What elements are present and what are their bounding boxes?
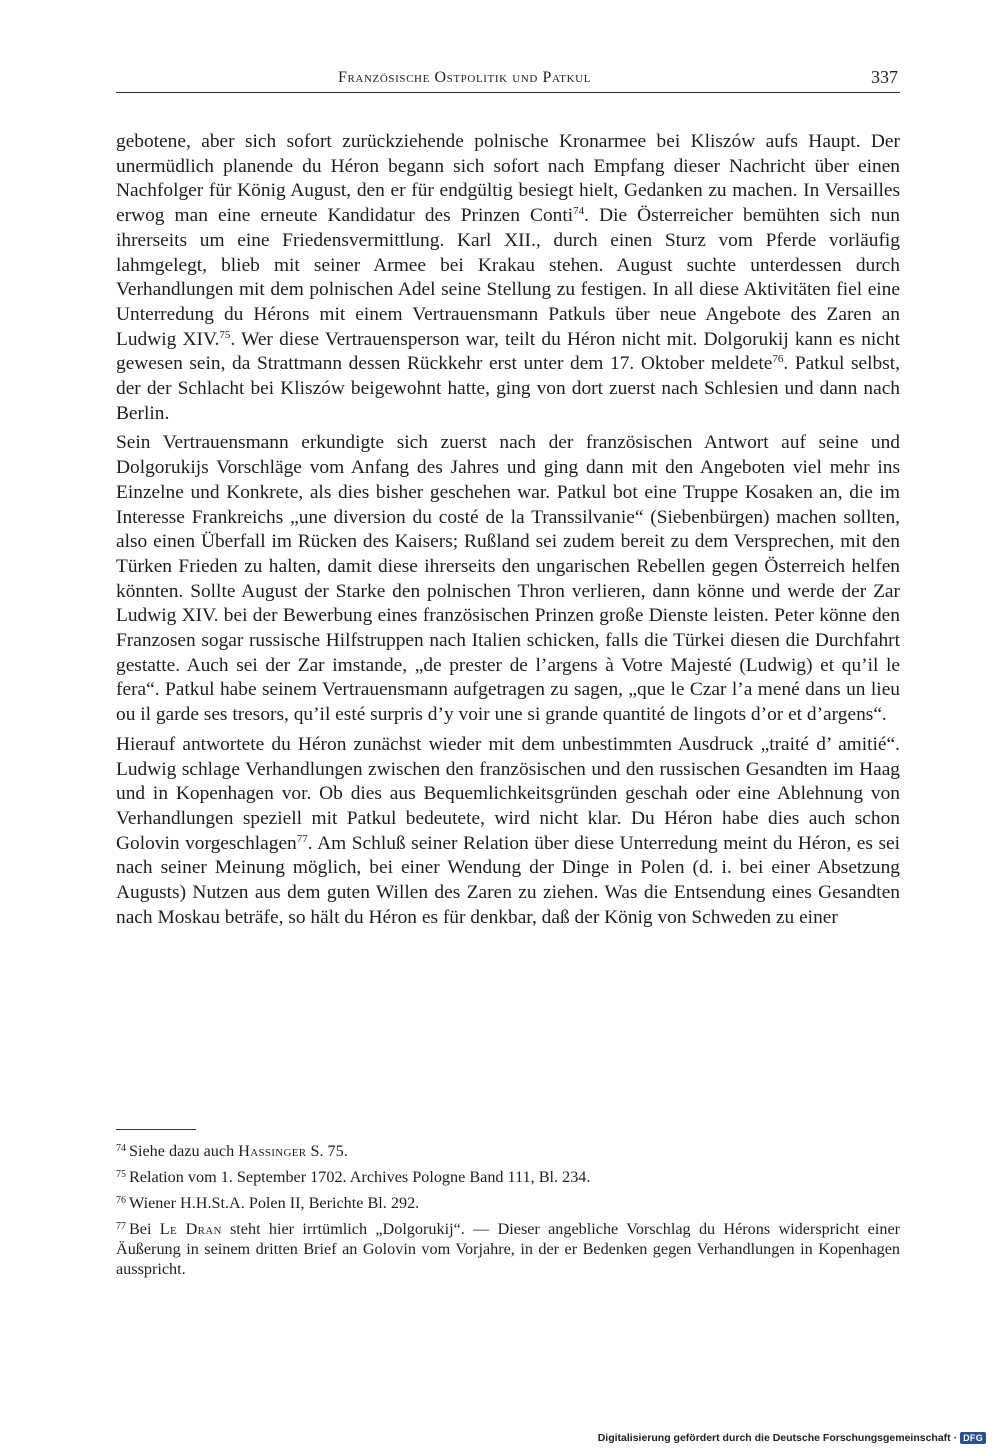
footnote-76 (116, 1191, 900, 1213)
paragraph-1 (116, 130, 900, 426)
footnote-divider (116, 1129, 196, 1130)
footnote-text: Siehe dazu auch (129, 1142, 235, 1160)
paragraph-3 (116, 733, 900, 931)
paragraph-1-part-4: . Patkul selbst, der der Schlacht bei Kliszów beigewohnt hatte, ging von dort zuerst nach Schlesien und dann nach Berlin. (116, 353, 900, 424)
footnote-number: 76 (116, 1195, 126, 1206)
footnote-number: 74 (116, 1143, 126, 1154)
paragraph-3-part-2: . Am Schluß seiner Relation über diese Unterredung meint du Héron, es sei nach seiner Meinung möglich, bei einer Wendung der Dinge in Polen (d. i. bei einer Absetzung Augusts) Nutzen aus dem guten Willen des Zaren zu ziehen. Was die Entsendung eines Gesandten nach Moskau beträfe, so hält du Héron es für denkbar, daß der König von Schweden zu einer (116, 832, 900, 928)
footnote-text: S. 75. (310, 1142, 348, 1160)
footnote-number: 77 (116, 1221, 126, 1232)
main-text (116, 130, 900, 931)
footnote-author: Hassinger (238, 1142, 307, 1160)
paragraph-2: Sein Vertrauensmann erkundigte sich zuerst nach der französischen Antwort auf seine und Dolgorukijs Vorschläge vom Anfang des Jahres und ging dann mit den Angeboten viel mehr ins Einzelne und Konkrete, als dies bisher geschehen war. Patkul bot eine Truppe Kosaken an, die im Interesse Frankreichs „une diversion du costé de la Transsilvanie“ (Siebenbürgen) machen sollten, also einen Überfall im Rücken des Kaisers; Rußland sei zudem bereit zu dem Versprechen, mit den Türken Frieden zu halten, damit diese ihrerseits den ungarischen Rebellen gegen Österreich helfen könnten. Sollte August der Starke den polnischen Thron verlieren, dann könne und werde der Zar Ludwig XIV. bei der Bewerbung eines französischen Prinzen große Dienste leisten. Peter könne den Franzosen sogar russische Hilfstruppen nach Italien schicken, falls die Türkei diesen die Durchfahrt gestatte. Auch sei der Zar imstande, „de prester de l’argens à Votre Majesté (Ludwig) et qu’il le fera“. Patkul habe seinem Vertrauensmann aufgetragen zu sagen, „que le Czar l’a mené dans un lieu ou il garde ses tresors, qu’il esté surpris d’y voir une si grande quantité de lingots d’or et d’argens“. (116, 432, 900, 726)
footnote-ref-74: 74 (573, 205, 585, 218)
footnote-number: 75 (116, 1169, 126, 1180)
footnote-75 (116, 1165, 900, 1187)
digitization-credit (598, 1432, 986, 1444)
paragraph-1-part-1: gebotene, aber sich sofort zurückziehende polnische Kronarmee bei Kliszów aufs Haupt. Der unermüdlich planende du Héron begann sich sofort nach Empfang dieser Nachricht über einen Nachfolger für König August, den er für endgültig besiegt hielt, Gedanken zu machen. In Versailles erwog man eine erneute Kandidatur des Prinzen Conti (116, 131, 900, 227)
paragraph-1-part-3: . Wer diese Vertrauensperson war, teilt du Héron nicht mit. Dolgorukij kann es nicht gewesen sein, da Strattmann dessen Rückkehr erst unter dem 17. Oktober meldete (116, 328, 900, 375)
footnote-text: Wiener H.H.St.A. Polen II, Berichte Bl. 292. (129, 1194, 420, 1212)
footnote-text: Relation vom 1. September 1702. Archives Pologne Band 111, Bl. 234. (129, 1168, 591, 1186)
paragraph-1-part-2: . Die Österreicher bemühten sich nun ihrerseits um eine Friedensvermittlung. Karl XII., durch einen Sturz vom Pferde vorläufig lahmgelegt, blieb mit seiner Armee bei Krakau stehen. August suchte unterdessen durch Verhandlungen mit dem polnischen Adel seine Stellung zu festigen. In all diese Aktivitäten fiel eine Unterredung du Hérons mit einem Vertrauensmann Patkuls über neue Angebote des Zaren an Ludwig XIV. (116, 205, 900, 350)
running-head (116, 66, 900, 93)
footnote-74 (116, 1139, 900, 1161)
footnote-text: Bei (129, 1220, 152, 1238)
footnotes (116, 1139, 900, 1283)
footnote-ref-77: 77 (296, 832, 308, 845)
footnote-ref-75: 75 (219, 328, 231, 341)
footnote-ref-76: 76 (772, 353, 784, 366)
footnote-author: Le Dran (159, 1220, 222, 1238)
running-title: Französische Ostpolitik und Patkul (338, 69, 592, 86)
footnote-text: steht hier irrtümlich „Dolgorukij“. — Dieser angebliche Vorschlag du Hérons widerspricht einer Äußerung in seinem dritten Brief an Golovin vom Vorjahre, in der er Bedenken gegen Verhandlungen in Kopenhagen ausspricht. (116, 1220, 901, 1278)
dfg-logo-icon: DFG (960, 1432, 986, 1444)
footnote-77 (116, 1217, 900, 1279)
page-number: 337 (871, 67, 898, 87)
paragraph-3-part-1: Hierauf antwortete du Héron zunächst wieder mit dem unbestimmten Ausdruck „traité d’ amitié“. Ludwig schlage Verhandlungen zwischen den französischen und den russischen Gesandten im Haag und in Kopenhagen vor. Ob dies aus Bequemlichkeitsgründen geschah oder eine Ablehnung von Verhandlungen speziell mit Patkul bedeutete, wird nicht klar. Du Héron habe dies auch schon Golovin vorgeschlagen (116, 733, 900, 854)
credit-text: Digitalisierung gefördert durch die Deutsche Forschungsgemeinschaft · (597, 1432, 958, 1444)
